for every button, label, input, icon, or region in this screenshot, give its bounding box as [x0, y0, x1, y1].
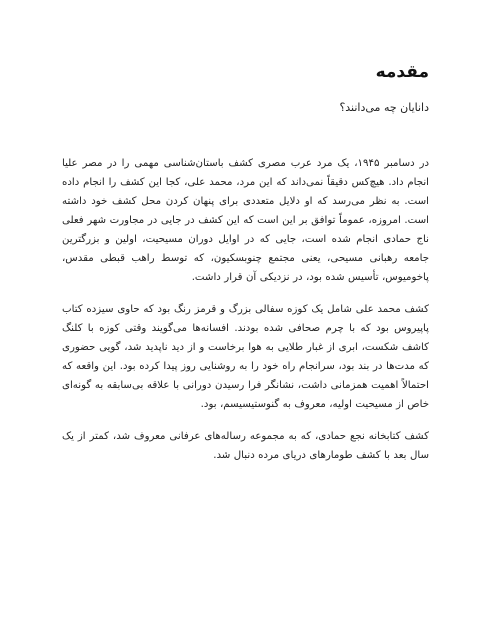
document-body: [62, 154, 429, 465]
page-title: مقدمه: [375, 62, 429, 82]
paragraph: در دسامبر ۱۹۴۵، یک مرد عرب مصری کشف باستان‌شناسی مهمی را در مصر علیا انجام داد. هیچ‌کس دقیقاً نمی‌داند که این مرد، محمد علی، کجا این کشف را انجام داده است. به نظر می‌رسد که او دلایل متعددی برای پنهان کردن محل کشف خود داشته است. امروزه، عموماً توافق بر این است که این کشف در جایی در مجاورت شهر فعلی ناج حمادی انجام شده است، جایی که در اوایل دوران مسیحیت، اولین و بزرگترین جامعه رهبانی مسیحی، یعنی مجتمع چنوبسکیون، که توسط راهب قبطی مقدس، پاخومیوس، تأسیس شده بود، در نزدیکی آن قرار داشت.: [62, 158, 429, 283]
page-subtitle: دانایان چه می‌دانند؟: [339, 101, 429, 114]
paragraph: کشف محمد علی شامل یک کوزه سفالی بزرگ و قرمز رنگ بود که حاوی سیزده کتاب پاپیروس بود که با چرم صحافی شده بودند. افسانه‌ها می‌گویند وقتی کوزه با کلنگ کاشف شکست، ابری از غبار طلایی به هوا برخاست و از دید ناپدید شد، گویی حضوری که مدت‌ها در بند بود، سرانجام راه خود را به روشنایی روز پیدا کرده بود. این واقعه که احتمالاً اهمیت همزمانی داشت، نشانگر فرا رسیدن دورانی با علاقه بی‌سابقه به گونه‌ای خاص از مسیحیت اولیه، معروف به گنوستیسیسم، بود.: [62, 304, 429, 410]
paragraph: کشف کتابخانه نجع حمادی، که به مجموعه رساله‌های عرفانی معروف شد، کمتر از یک سال بعد با کشف طومارهای دریای مرده دنبال شد.: [62, 431, 429, 461]
